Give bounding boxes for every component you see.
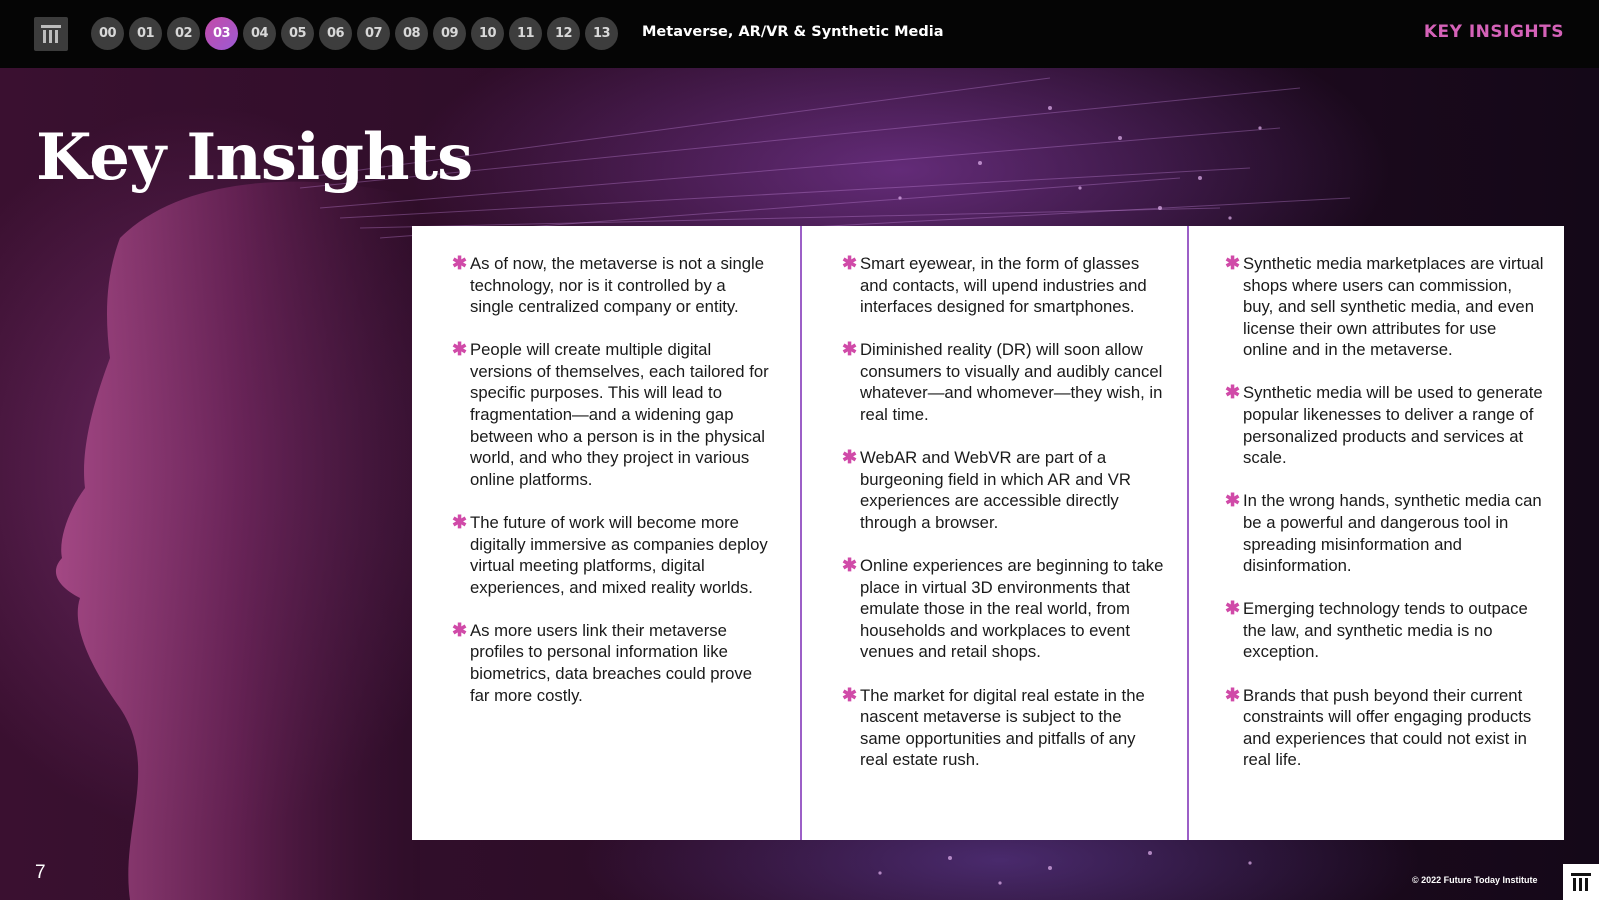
insight-text: Diminished reality (DR) will soon allow consumers to visually and audibly cancel whatever—and whomever—they wish, in real time. bbox=[860, 340, 1163, 425]
chapter-chip-02[interactable]: 02 bbox=[167, 17, 200, 50]
asterisk-bullet-icon: ✱ bbox=[842, 684, 858, 705]
insight-text: Synthetic media will be used to generate popular likenesses to deliver a range of personalized products and services at scale. bbox=[1243, 383, 1543, 468]
asterisk-bullet-icon: ✱ bbox=[842, 555, 858, 576]
asterisk-bullet-icon: ✱ bbox=[452, 511, 468, 532]
chapter-chip-06[interactable]: 06 bbox=[319, 17, 352, 50]
chapter-chip-00[interactable]: 00 bbox=[91, 17, 124, 50]
insights-panel bbox=[412, 226, 1564, 840]
insight-text: As of now, the metaverse is not a single technology, nor is it controlled by a single centralized company or entity. bbox=[470, 254, 765, 317]
insight-item bbox=[1225, 598, 1544, 663]
insight-item bbox=[842, 447, 1167, 533]
insight-text: WebAR and WebVR are part of a burgeoning field in which AR and VR experiences are accessible directly through a browser. bbox=[860, 448, 1131, 532]
chapter-chip-07[interactable]: 07 bbox=[357, 17, 390, 50]
asterisk-bullet-icon: ✱ bbox=[452, 253, 468, 273]
insight-text: As more users link their metaverse profiles to personal information like biometrics, data breaches could prove far more costly. bbox=[470, 620, 752, 705]
asterisk-bullet-icon: ✱ bbox=[1225, 490, 1241, 511]
insight-text: People will create multiple digital versions of themselves, each tailored for specific purposes. This will lead to fragmentation—and a widening gap between who a person is in the physical world, and who they project in various online platforms. bbox=[470, 340, 769, 489]
insight-text: Smart eyewear, in the form of glasses and contacts, will upend industries and interfaces designed for smartphones. bbox=[860, 254, 1147, 317]
asterisk-bullet-icon: ✱ bbox=[842, 339, 858, 360]
key-insights-link[interactable]: KEY INSIGHTS bbox=[1423, 22, 1564, 42]
insight-text: Synthetic media marketplaces are virtual shops where users can commission, buy, and sell synthetic media, and even license their own attributes for use online and in the metaverse. bbox=[1243, 254, 1544, 360]
chapter-chip-10[interactable]: 10 bbox=[471, 17, 504, 50]
insight-item bbox=[1225, 685, 1544, 771]
chapter-chip-05[interactable]: 05 bbox=[281, 17, 314, 50]
insights-column-1 bbox=[412, 226, 800, 840]
chapter-chip-08[interactable]: 08 bbox=[395, 17, 428, 50]
asterisk-bullet-icon: ✱ bbox=[452, 339, 468, 360]
chapter-chip-09[interactable]: 09 bbox=[433, 17, 466, 50]
asterisk-bullet-icon: ✱ bbox=[1225, 382, 1241, 403]
insight-item bbox=[842, 253, 1167, 318]
copyright-notice: © 2022 Future Today Institute bbox=[1412, 875, 1538, 885]
asterisk-bullet-icon: ✱ bbox=[452, 619, 468, 640]
insight-item bbox=[842, 685, 1167, 771]
insight-item bbox=[452, 512, 770, 598]
insight-item bbox=[452, 339, 770, 490]
insight-text: In the wrong hands, synthetic media can be a powerful and dangerous tool in spreading misinformation and disinformation. bbox=[1243, 491, 1542, 576]
insight-item bbox=[842, 555, 1167, 663]
insight-item bbox=[1225, 382, 1544, 468]
page-number: 7 bbox=[35, 862, 46, 883]
insight-text: The future of work will become more digitally immersive as companies deploy virtual meeting platforms, digital experiences, and mixed reality worlds. bbox=[470, 512, 768, 597]
insight-item bbox=[452, 620, 770, 706]
chapter-chip-01[interactable]: 01 bbox=[129, 17, 162, 50]
insights-column-2 bbox=[800, 226, 1187, 840]
chapter-chip-12[interactable]: 12 bbox=[547, 17, 580, 50]
page-title: Key Insights bbox=[36, 120, 473, 195]
chapter-chip-13[interactable]: 13 bbox=[585, 17, 618, 50]
insight-item bbox=[842, 339, 1167, 425]
chapter-navigation bbox=[91, 17, 618, 50]
asterisk-bullet-icon: ✱ bbox=[1225, 598, 1241, 619]
asterisk-bullet-icon: ✱ bbox=[842, 447, 858, 468]
insight-text: Online experiences are beginning to take place in virtual 3D environments that emulate those in the real world, from households and workplaces to event venues and retail shops. bbox=[860, 556, 1164, 662]
insight-item bbox=[1225, 253, 1544, 361]
chapter-chip-11[interactable]: 11 bbox=[509, 17, 542, 50]
chapter-chip-03-active[interactable]: 03 bbox=[205, 17, 238, 50]
section-title: Metaverse, AR/VR & Synthetic Media bbox=[642, 24, 944, 40]
asterisk-bullet-icon: ✱ bbox=[1225, 253, 1241, 273]
asterisk-bullet-icon: ✱ bbox=[842, 253, 858, 273]
insights-column-3 bbox=[1187, 226, 1564, 840]
fti-logo-icon[interactable] bbox=[34, 17, 68, 51]
insight-item bbox=[1225, 490, 1544, 576]
insight-text: Emerging technology tends to outpace the law, and synthetic media is no exception. bbox=[1243, 599, 1528, 662]
top-navigation-bar bbox=[0, 0, 1599, 68]
asterisk-bullet-icon: ✱ bbox=[1225, 684, 1241, 705]
insight-text: Brands that push beyond their current constraints will offer engaging products and experiences that could not exist in real life. bbox=[1243, 685, 1532, 770]
fti-corner-logo-icon bbox=[1563, 864, 1599, 900]
insight-text: The market for digital real estate in the nascent metaverse is subject to the same opportunities and pitfalls of any real estate rush. bbox=[860, 685, 1145, 770]
chapter-chip-04[interactable]: 04 bbox=[243, 17, 276, 50]
insight-item bbox=[452, 253, 770, 318]
